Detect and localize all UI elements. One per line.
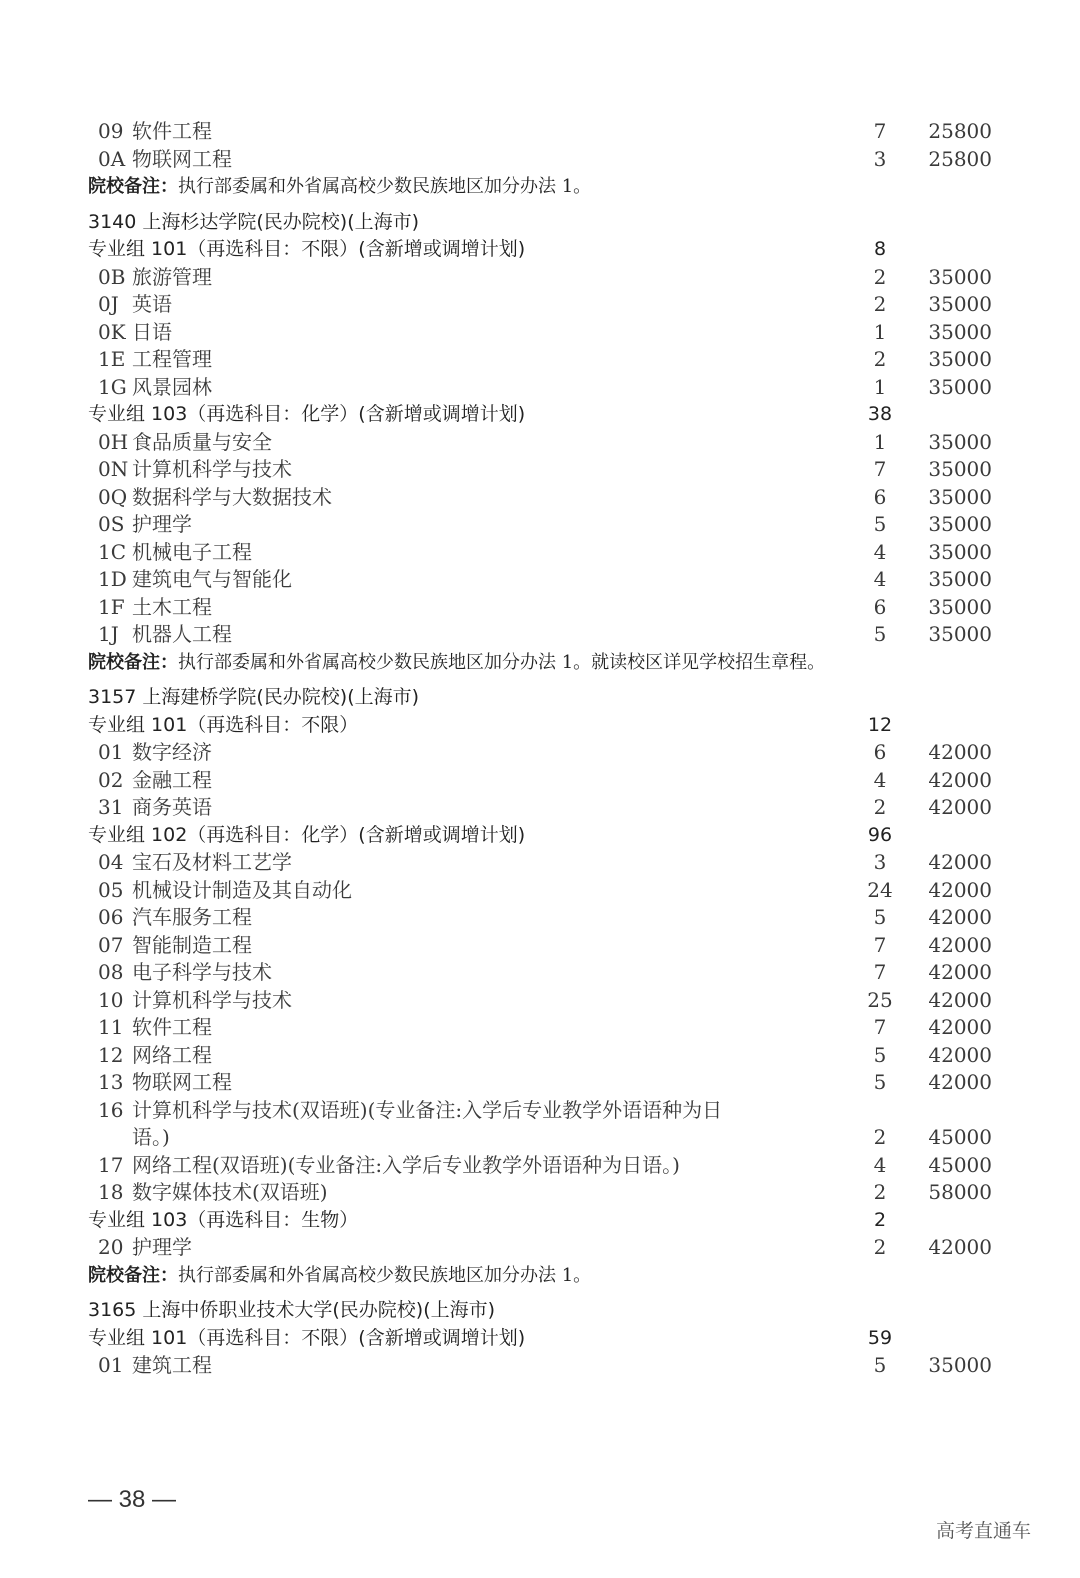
remark-text: 执行部委属和外省属高校少数民族地区加分办法 1。就读校区详见学校招生章程。 <box>178 651 826 673</box>
plan-count: 1 <box>873 319 887 344</box>
tuition-fee: 35000 <box>928 1353 992 1377</box>
plan-count: 5 <box>873 622 887 646</box>
tuition-fee: 35000 <box>928 319 992 344</box>
major-code: 06 <box>98 905 124 929</box>
tuition-fee: 35000 <box>928 594 992 619</box>
remark-text: 执行部委属和外省属高校少数民族地区加分办法 1。 <box>178 176 592 197</box>
major-code: 1G <box>98 374 127 399</box>
plan-count: 4 <box>873 1152 887 1177</box>
tuition-fee: 42000 <box>928 795 992 819</box>
tuition-fee: 35000 <box>928 484 992 509</box>
major-row <box>0 621 1080 649</box>
major-row <box>0 1014 1080 1042</box>
major-code: 1J <box>98 622 119 646</box>
tuition-fee: 25800 <box>928 119 992 143</box>
group-count: 96 <box>867 823 893 846</box>
major-row <box>0 987 1080 1015</box>
major-row <box>0 767 1080 795</box>
major-code: 09 <box>98 119 124 143</box>
tuition-fee: 35000 <box>928 512 992 536</box>
major-code: 01 <box>98 1353 124 1377</box>
major-name: 英语 <box>132 292 172 316</box>
major-code: 08 <box>98 960 124 984</box>
major-code: 01 <box>98 740 124 764</box>
major-code: 0B <box>98 264 126 289</box>
school-header <box>0 209 1080 237</box>
school-remark <box>0 649 1080 677</box>
major-name: 数字媒体技术(双语班) <box>132 1180 328 1204</box>
major-row <box>0 1097 1080 1125</box>
major-name: 计算机科学与技术 <box>132 987 292 1012</box>
tuition-fee: 25800 <box>928 146 992 171</box>
major-row <box>0 794 1080 822</box>
major-row <box>0 1042 1080 1070</box>
group-header <box>0 822 1080 850</box>
major-name: 建筑工程 <box>132 1353 212 1377</box>
plan-count: 5 <box>873 1070 887 1094</box>
plan-count: 2 <box>873 795 887 819</box>
group-title: 专业组 101（再选科目：不限） <box>88 713 359 736</box>
tuition-fee: 35000 <box>928 429 992 454</box>
tuition-fee: 45000 <box>928 1152 992 1177</box>
tuition-fee: 35000 <box>928 264 992 289</box>
major-code: 1E <box>98 347 126 371</box>
major-name: 日语 <box>132 319 172 344</box>
major-name: 风景园林 <box>132 374 212 399</box>
group-header <box>0 401 1080 429</box>
major-code: 0H <box>98 429 129 454</box>
major-row <box>0 1352 1080 1380</box>
major-row <box>0 566 1080 594</box>
major-name: 工程管理 <box>132 347 212 371</box>
plan-count: 4 <box>873 767 887 792</box>
plan-count: 2 <box>873 292 887 316</box>
major-name: 机械电子工程 <box>132 539 252 564</box>
major-row <box>0 1179 1080 1207</box>
plan-count: 2 <box>873 1235 887 1259</box>
major-code: 02 <box>98 767 124 792</box>
tuition-fee: 42000 <box>928 960 992 984</box>
group-count: 38 <box>867 403 893 425</box>
plan-count: 4 <box>873 539 887 564</box>
major-code: 0N <box>98 457 129 481</box>
plan-count: 2 <box>873 1180 887 1204</box>
major-name: 金融工程 <box>132 767 212 792</box>
remark-label: 院校备注： <box>88 176 178 197</box>
plan-count: 6 <box>873 740 887 764</box>
major-code: 10 <box>98 987 124 1012</box>
major-name: 网络工程(双语班)(专业备注:入学后专业教学外语语种为日语。) <box>132 1152 680 1177</box>
major-code: 0A <box>98 146 126 171</box>
group-title: 专业组 102（再选科目：化学）(含新增或调增计划) <box>88 823 526 846</box>
plan-count: 2 <box>873 264 887 289</box>
major-row <box>0 739 1080 767</box>
major-row <box>0 849 1080 877</box>
major-row <box>0 511 1080 539</box>
plan-count: 5 <box>873 512 887 536</box>
plan-count: 2 <box>873 1125 887 1149</box>
school-remark <box>0 1262 1080 1290</box>
plan-count: 7 <box>873 1015 887 1039</box>
major-row <box>0 319 1080 347</box>
major-code: 0Q <box>98 484 128 509</box>
plan-count: 24 <box>867 877 893 902</box>
group-title: 专业组 103（再选科目：生物） <box>88 1208 359 1231</box>
tuition-fee: 35000 <box>928 292 992 316</box>
tuition-fee: 42000 <box>928 905 992 929</box>
plan-count: 6 <box>873 484 887 509</box>
school-title: 3140 上海杉达学院(民办院校)(上海市) <box>88 210 420 233</box>
major-name-continuation: 语。) <box>132 1125 170 1149</box>
plan-count: 1 <box>873 374 887 399</box>
major-row <box>0 146 1080 174</box>
major-row <box>0 429 1080 457</box>
major-name: 食品质量与安全 <box>132 429 272 454</box>
group-title: 专业组 101（再选科目：不限）(含新增或调增计划) <box>88 238 526 260</box>
tuition-fee: 35000 <box>928 347 992 371</box>
tuition-fee: 42000 <box>928 1042 992 1067</box>
plan-count: 7 <box>873 119 887 143</box>
major-code: 17 <box>98 1152 124 1177</box>
tuition-fee: 42000 <box>928 740 992 764</box>
major-code: 16 <box>98 1097 124 1122</box>
document-page <box>0 118 1080 1380</box>
plan-count: 7 <box>873 932 887 957</box>
major-row <box>0 484 1080 512</box>
tuition-fee: 42000 <box>928 850 992 874</box>
remark-label: 院校备注： <box>88 651 178 673</box>
major-code: 1F <box>98 594 125 619</box>
major-code: 0K <box>98 319 126 344</box>
major-name: 护理学 <box>132 1235 192 1259</box>
plan-count: 5 <box>873 1042 887 1067</box>
school-title: 3157 上海建桥学院(民办院校)(上海市) <box>88 686 420 708</box>
plan-count: 2 <box>873 347 887 371</box>
school-header <box>0 1297 1080 1325</box>
major-name: 商务英语 <box>132 795 212 819</box>
group-count: 8 <box>873 238 887 260</box>
source-watermark: 高考直通车 <box>936 1520 1032 1542</box>
remark-label: 院校备注： <box>88 1264 178 1286</box>
major-code: 0S <box>98 512 125 536</box>
major-row <box>0 539 1080 567</box>
major-row <box>0 959 1080 987</box>
tuition-fee: 42000 <box>928 932 992 957</box>
tuition-fee: 42000 <box>928 1235 992 1259</box>
major-name: 机器人工程 <box>132 622 232 646</box>
plan-count: 5 <box>873 905 887 929</box>
group-count: 12 <box>867 713 893 736</box>
major-row <box>0 904 1080 932</box>
major-name: 汽车服务工程 <box>132 905 252 929</box>
remark-text: 执行部委属和外省属高校少数民族地区加分办法 1。 <box>178 1264 592 1286</box>
major-name: 计算机科学与技术 <box>132 457 292 481</box>
plan-count: 5 <box>873 1353 887 1377</box>
plan-count: 25 <box>867 987 893 1012</box>
plan-count: 4 <box>873 567 887 591</box>
major-row <box>0 118 1080 146</box>
major-name: 旅游管理 <box>132 264 212 289</box>
tuition-fee: 42000 <box>928 767 992 792</box>
major-row <box>0 346 1080 374</box>
major-name: 智能制造工程 <box>132 932 252 957</box>
tuition-fee: 42000 <box>928 1015 992 1039</box>
major-row <box>0 1234 1080 1262</box>
tuition-fee: 45000 <box>928 1125 992 1149</box>
school-title: 3165 上海中侨职业技术大学(民办院校)(上海市) <box>88 1299 496 1321</box>
page-number: — 38 — <box>88 1486 177 1513</box>
major-name: 软件工程 <box>132 119 212 143</box>
major-code: 0J <box>98 292 119 316</box>
tuition-fee: 42000 <box>928 987 992 1012</box>
major-name: 物联网工程 <box>132 1070 232 1094</box>
major-name: 网络工程 <box>132 1042 212 1067</box>
group-header <box>0 1207 1080 1235</box>
major-code: 11 <box>98 1015 124 1039</box>
major-code: 31 <box>98 795 124 819</box>
major-code: 13 <box>98 1070 124 1094</box>
group-count: 59 <box>867 1326 893 1349</box>
group-count: 2 <box>873 1208 887 1231</box>
major-row <box>0 374 1080 402</box>
major-name: 软件工程 <box>132 1015 212 1039</box>
plan-count: 7 <box>873 960 887 984</box>
major-row <box>0 932 1080 960</box>
group-header <box>0 1325 1080 1353</box>
major-code: 18 <box>98 1180 124 1204</box>
major-name: 机械设计制造及其自动化 <box>132 877 352 902</box>
plan-count: 3 <box>873 850 887 874</box>
major-name: 建筑电气与智能化 <box>132 567 292 591</box>
plan-count: 3 <box>873 146 887 171</box>
school-header <box>0 684 1080 712</box>
major-code: 07 <box>98 932 124 957</box>
major-code: 1C <box>98 539 127 564</box>
major-code: 12 <box>98 1042 124 1067</box>
major-row <box>0 291 1080 319</box>
group-title: 专业组 103（再选科目：化学）(含新增或调增计划) <box>88 403 526 425</box>
major-name: 物联网工程 <box>132 146 232 171</box>
major-code: 20 <box>98 1235 124 1259</box>
major-code: 04 <box>98 850 124 874</box>
plan-count: 7 <box>873 457 887 481</box>
major-row <box>0 877 1080 905</box>
tuition-fee: 35000 <box>928 567 992 591</box>
tuition-fee: 42000 <box>928 877 992 902</box>
group-title: 专业组 101（再选科目：不限）(含新增或调增计划) <box>88 1326 526 1349</box>
major-row <box>0 264 1080 292</box>
major-name: 土木工程 <box>132 594 212 619</box>
group-header <box>0 712 1080 740</box>
plan-count: 1 <box>873 429 887 454</box>
major-name: 数据科学与大数据技术 <box>132 484 332 509</box>
major-code: 05 <box>98 877 124 902</box>
major-code: 1D <box>98 567 127 591</box>
major-name: 护理学 <box>132 512 192 536</box>
tuition-fee: 35000 <box>928 622 992 646</box>
tuition-fee: 42000 <box>928 1070 992 1094</box>
major-name: 宝石及材料工艺学 <box>132 850 292 874</box>
major-row <box>0 1069 1080 1097</box>
major-name: 计算机科学与技术(双语班)(专业备注:入学后专业教学外语语种为日 <box>132 1097 723 1122</box>
tuition-fee: 58000 <box>928 1180 992 1204</box>
major-name: 数字经济 <box>132 740 212 764</box>
school-remark <box>0 173 1080 201</box>
major-row <box>0 456 1080 484</box>
major-row <box>0 1152 1080 1180</box>
group-header <box>0 236 1080 264</box>
major-row <box>0 594 1080 622</box>
major-name: 电子科学与技术 <box>132 960 272 984</box>
plan-count: 6 <box>873 594 887 619</box>
tuition-fee: 35000 <box>928 374 992 399</box>
major-row-continuation <box>0 1124 1080 1152</box>
tuition-fee: 35000 <box>928 539 992 564</box>
tuition-fee: 35000 <box>928 457 992 481</box>
